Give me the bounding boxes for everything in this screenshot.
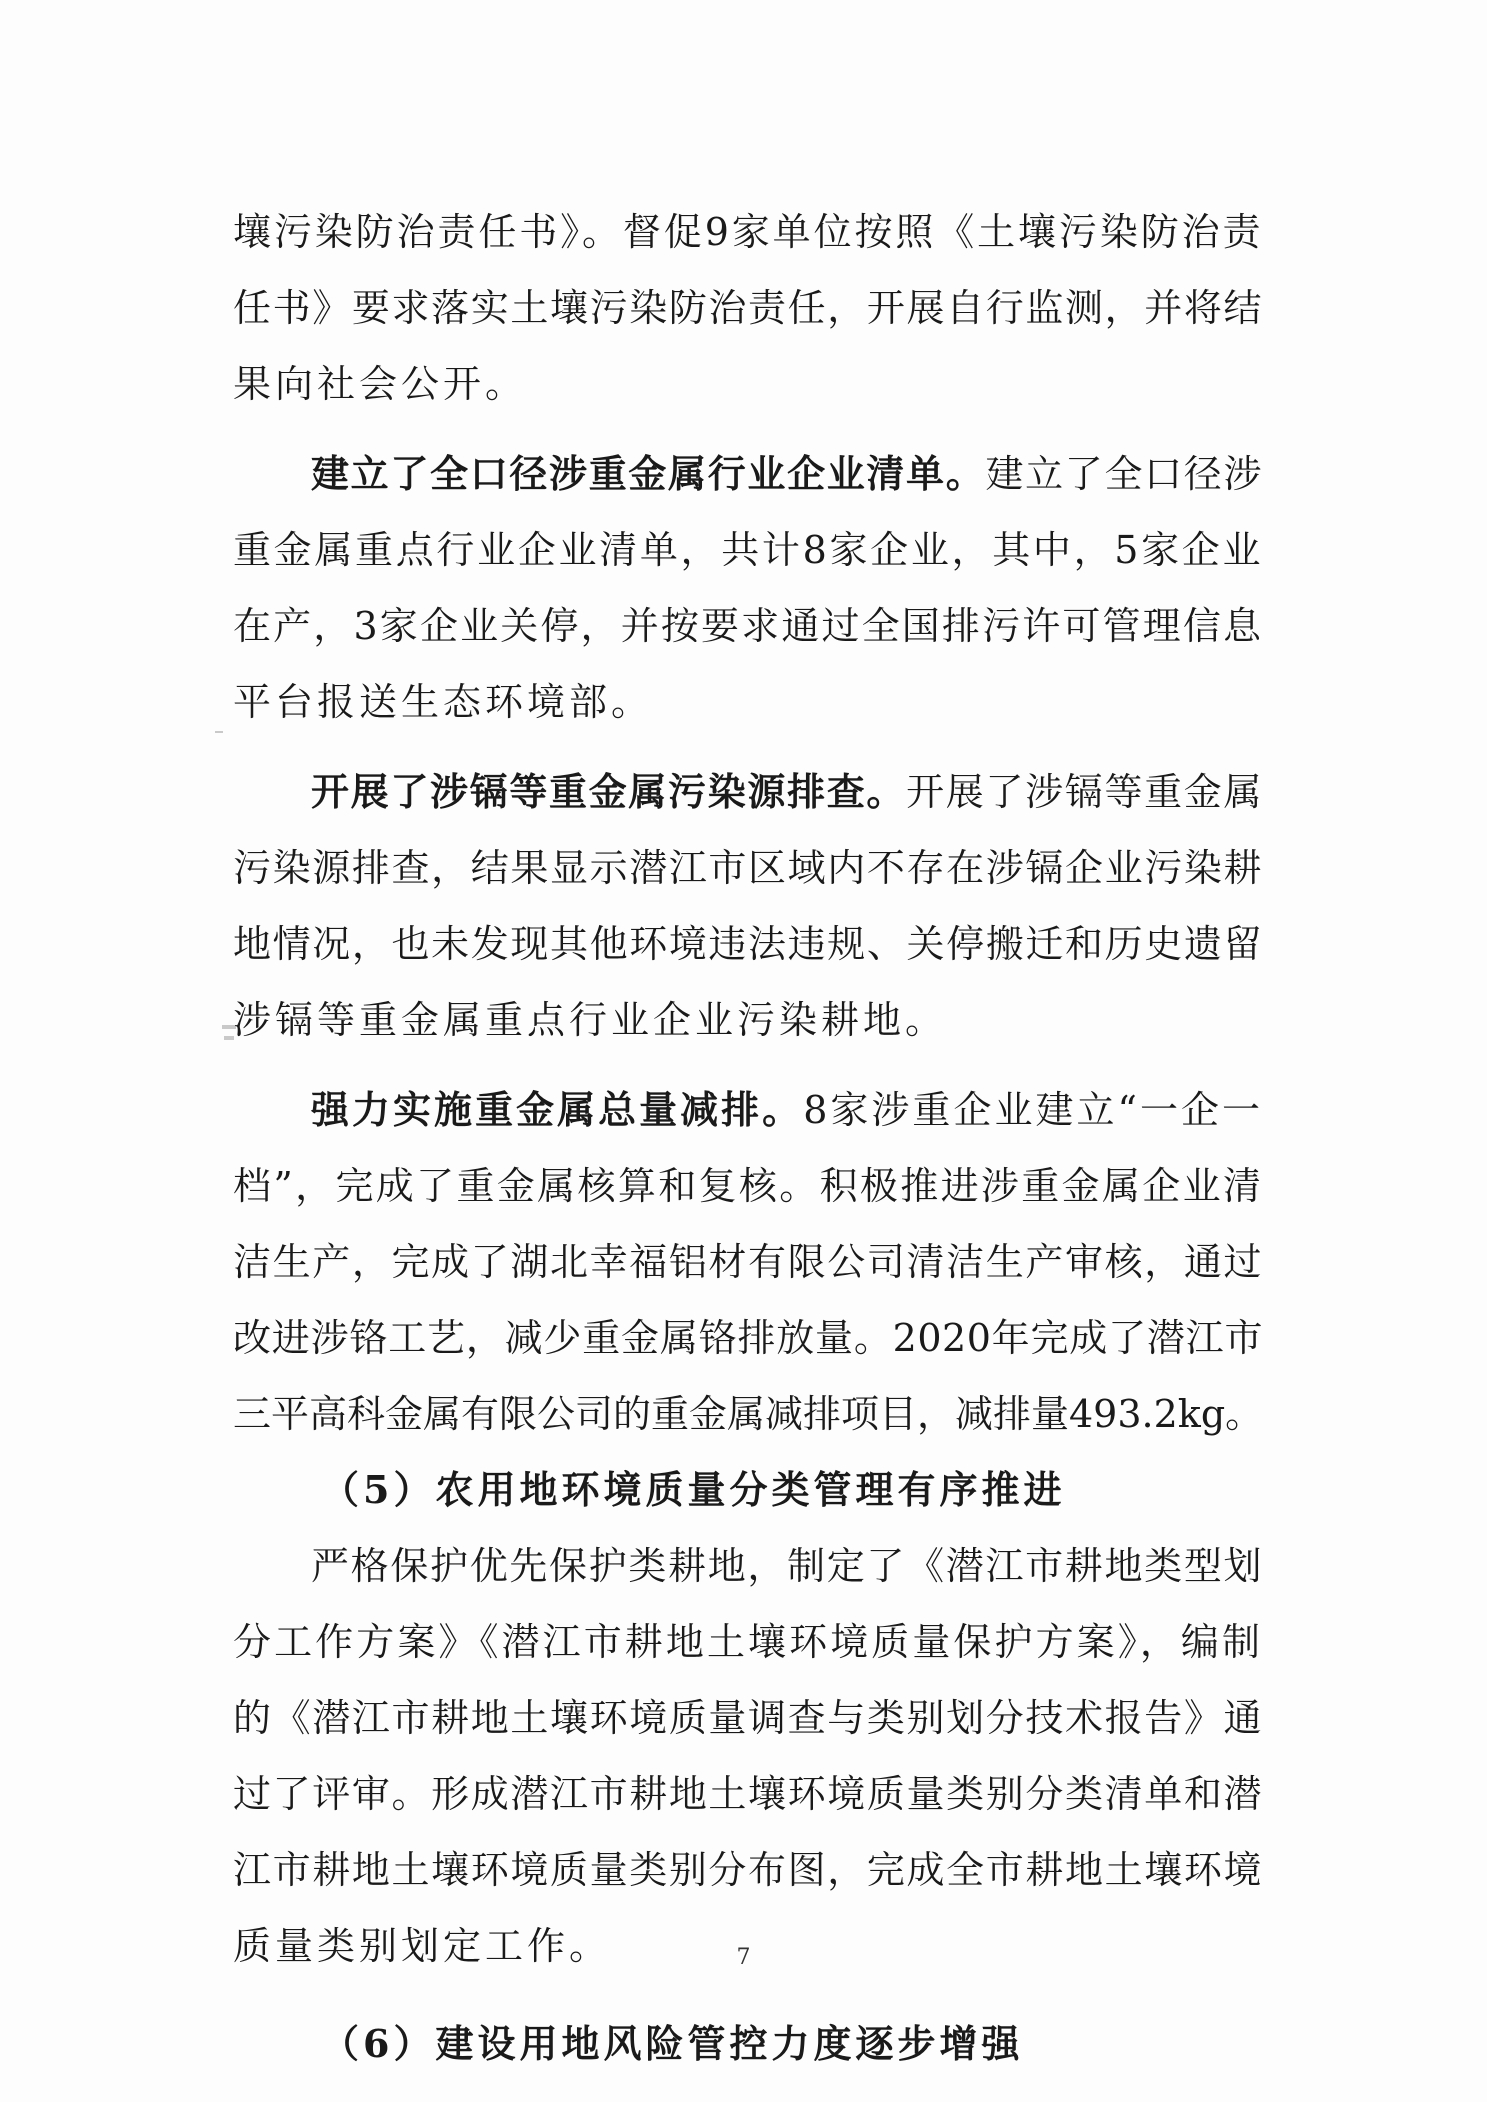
section-heading: （6）建设用地风险管控力度逐步增强: [321, 2021, 1024, 2066]
paragraph-line: 污染源排查，结果显示潜江市区域内不存在涉镉企业污染耕: [233, 846, 1263, 890]
paragraph-heading: 开展了涉镉等重金属污染源排查。: [311, 769, 907, 814]
paragraph-line: 的《潜江市耕地土壤环境质量调查与类别划分技术报告》通: [233, 1696, 1263, 1740]
paragraph-line: 三平高科金属有限公司的重金属减排项目，减排量493.2kg。: [233, 1392, 1264, 1436]
paragraph-line: 地情况，也未发现其他环境违法违规、关停搬迁和历史遗留: [233, 922, 1263, 966]
paragraph-line: 江市耕地土壤环境质量类别分布图，完成全市耕地土壤环境: [233, 1848, 1263, 1892]
paragraph-lead-line: [233, 436, 1263, 512]
paragraph-line: 果向社会公开。: [233, 362, 528, 406]
paragraph-line: 严格保护优先保护类耕地，制定了《潜江市耕地类型划: [311, 1544, 1263, 1588]
paragraph-text: 开展了涉镉等重金属: [906, 770, 1263, 814]
page-number: 7: [736, 1945, 751, 1970]
paragraph-line: 壤污染防治责任书》。督促9家单位按照《土壤污染防治责: [233, 210, 1263, 254]
paragraph-line: 任书》要求落实土壤污染防治责任，开展自行监测，并将结: [233, 286, 1263, 330]
paragraph-line: 分工作方案》《潜江市耕地土壤环境质量保护方案》，编制: [233, 1620, 1263, 1664]
paragraph-heading: 建立了全口径涉重金属行业企业清单。: [311, 451, 986, 496]
paragraph-text: 建立了全口径涉: [985, 452, 1263, 496]
document-body: [233, 194, 1263, 2082]
paragraph-lead-line: [233, 754, 1263, 830]
paragraph-line: 洁生产，完成了湖北幸福铝材有限公司清洁生产审核，通过: [233, 1240, 1263, 1284]
paragraph-line: 过了评审。形成潜江市耕地土壤环境质量类别分类清单和潜: [233, 1772, 1263, 1816]
paragraph-line: 质量类别划定工作。: [233, 1924, 612, 1968]
paragraph-line: 涉镉等重金属重点行业企业污染耕地。: [233, 998, 948, 1042]
paragraph-line: 在产，3家企业关停，并按要求通过全国排污许可管理信息: [233, 604, 1263, 648]
paragraph-line: 改进涉铬工艺，减少重金属铬排放量。2020年完成了潜江市: [233, 1316, 1263, 1360]
paragraph-text: 8家涉重企业建立“一企一: [803, 1088, 1263, 1132]
paragraph-heading: 强力实施重金属总量减排。: [311, 1087, 804, 1132]
paragraph-line: 档”，完成了重金属核算和复核。积极推进涉重金属企业清: [233, 1164, 1263, 1208]
paragraph-line: 重金属重点行业企业清单，共计8家企业，其中，5家企业: [233, 528, 1263, 572]
section-heading: （5）农用地环境质量分类管理有序推进: [321, 1467, 1066, 1512]
paragraph-line: 平台报送生态环境部。: [233, 680, 654, 724]
paragraph-lead-line: [233, 1072, 1263, 1148]
scan-artifact-mark: [215, 731, 223, 733]
